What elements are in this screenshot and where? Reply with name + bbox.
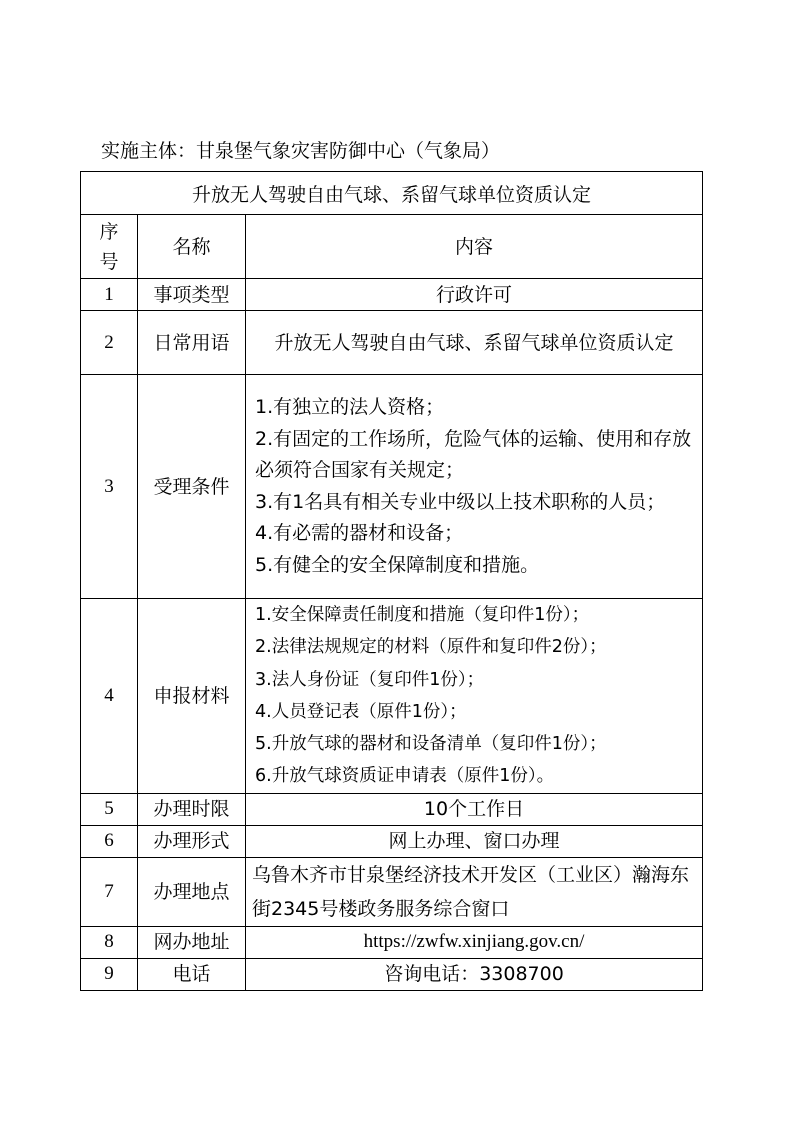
table-row bbox=[81, 311, 703, 375]
list-item: 4.有必需的器材和设备； bbox=[255, 522, 464, 544]
table-title: 升放无人驾驶自由气球、系留气球单位资质认定 bbox=[81, 172, 703, 215]
table-title-row bbox=[81, 172, 703, 215]
phone-number: 咨询电话：3308700 bbox=[246, 958, 703, 990]
row-num: 6 bbox=[81, 825, 138, 857]
table-row bbox=[81, 958, 703, 990]
row-name: 办理地点 bbox=[138, 857, 246, 926]
row-content: 行政许可 bbox=[246, 279, 703, 311]
table-row bbox=[81, 599, 703, 794]
row-num: 2 bbox=[81, 311, 138, 375]
table-row bbox=[81, 793, 703, 825]
list-item: 3.法人身份证（复印件1份）； bbox=[255, 669, 485, 690]
row-content: 网上办理、窗口办理 bbox=[246, 825, 703, 857]
row-name: 办理时限 bbox=[138, 793, 246, 825]
row-name: 事项类型 bbox=[138, 279, 246, 311]
row-name: 日常用语 bbox=[138, 311, 246, 375]
row-name: 网办地址 bbox=[138, 926, 246, 958]
row-num: 7 bbox=[81, 857, 138, 926]
table-row bbox=[81, 825, 703, 857]
row-name: 办理形式 bbox=[138, 825, 246, 857]
acceptance-conditions-list bbox=[246, 375, 703, 599]
table-header-row bbox=[81, 215, 703, 279]
row-num: 3 bbox=[81, 375, 138, 599]
header-content: 内容 bbox=[246, 215, 703, 279]
list-item: 3.有1名具有相关专业中级以上技术职称的人员； bbox=[255, 490, 666, 513]
table-row bbox=[81, 857, 703, 926]
list-item: 4.人员登记表（原件1份）； bbox=[255, 701, 467, 722]
list-item: 5.有健全的安全保障制度和措施。 bbox=[255, 553, 540, 576]
list-item: 2.有固定的工作场所，危险气体的运输、使用和存放必须符合国家有关规定； bbox=[255, 427, 692, 481]
list-item: 1.有独立的法人资格； bbox=[255, 396, 445, 418]
table-row bbox=[81, 926, 703, 958]
row-num: 4 bbox=[81, 599, 138, 794]
row-content: 升放无人驾驶自由气球、系留气球单位资质认定 bbox=[246, 311, 703, 375]
header-num: 序号 bbox=[81, 215, 138, 279]
row-name: 受理条件 bbox=[138, 375, 246, 599]
table-row bbox=[81, 375, 703, 599]
row-num: 1 bbox=[81, 279, 138, 311]
online-service-url[interactable]: https://zwfw.xinjiang.gov.cn/ bbox=[246, 926, 703, 958]
row-name: 申报材料 bbox=[138, 599, 246, 794]
list-item: 5.升放气球的器材和设备清单（复印件1份）； bbox=[255, 734, 607, 755]
list-item: 1.安全保障责任制度和措施（复印件1份）； bbox=[255, 605, 590, 625]
row-name: 电话 bbox=[138, 958, 246, 990]
service-info-table bbox=[80, 171, 703, 991]
row-num: 5 bbox=[81, 793, 138, 825]
list-item: 2.法律法规规定的材料（原件和复印件2份）； bbox=[255, 637, 607, 658]
row-num: 8 bbox=[81, 926, 138, 958]
table-row bbox=[81, 279, 703, 311]
application-materials-list bbox=[246, 599, 703, 794]
row-content: 乌鲁木齐市甘泉堡经济技术开发区（工业区）瀚海东街2345号楼政务服务综合窗口 bbox=[246, 857, 703, 926]
row-content: 10个工作日 bbox=[246, 793, 703, 825]
list-item: 6.升放气球资质证申请表（原件1份）。 bbox=[255, 766, 555, 787]
implementing-entity: 实施主体：甘泉堡气象灾害防御中心（气象局） bbox=[101, 140, 501, 162]
row-num: 9 bbox=[81, 958, 138, 990]
header-name: 名称 bbox=[138, 215, 246, 279]
